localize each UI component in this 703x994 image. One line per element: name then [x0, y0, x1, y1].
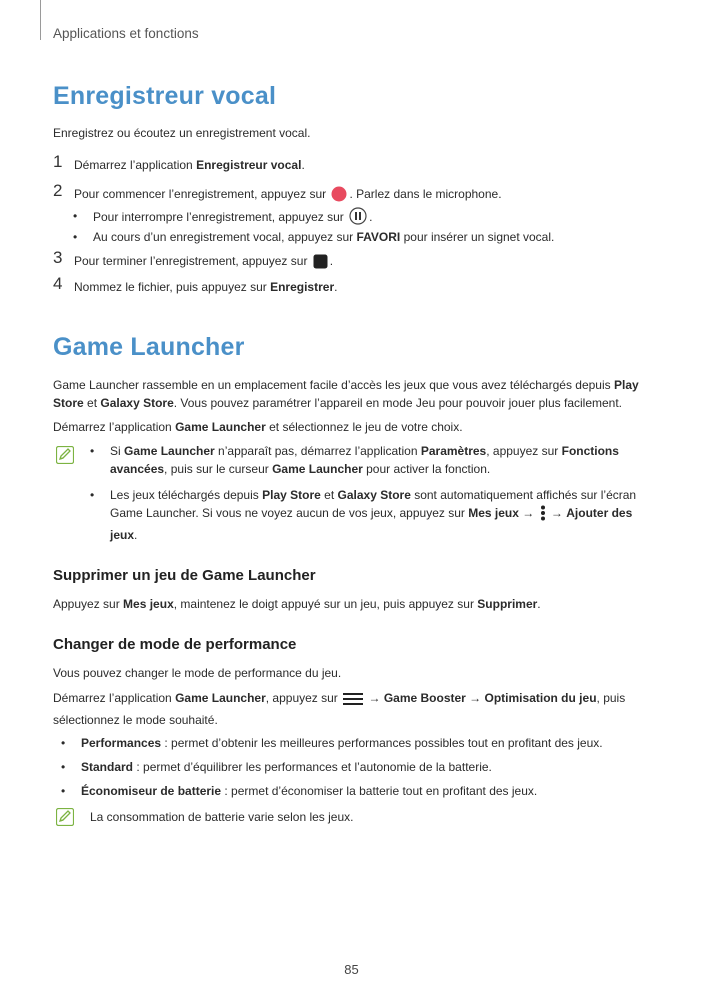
battery-note: La consommation de batterie varie selon les jeux. — [90, 810, 354, 824]
more-options-icon — [540, 505, 546, 526]
game-launcher-start: Démarrez l’application Game Launcher et sélectionnez le jeu de votre choix. — [53, 420, 463, 434]
stop-icon — [313, 254, 328, 274]
voice-recorder-title: Enregistreur vocal — [53, 82, 277, 110]
page-header: Applications et fonctions — [53, 26, 199, 41]
game-launcher-title: Game Launcher — [53, 333, 245, 361]
pause-icon — [349, 207, 367, 230]
note-icon — [56, 446, 74, 464]
performance-steps: Démarrez l’application Game Launcher, appuyez sur → Game Booster → Optimisation du jeu, puis sélectionnez le mode souhaité. — [53, 691, 626, 727]
voice-recorder-intro: Enregistrez ou écoutez un enregistrement vocal. — [53, 126, 311, 140]
remove-game-title: Supprimer un jeu de Game Launcher — [53, 567, 316, 584]
performance-intro: Vous pouvez changer le mode de performance du jeu. — [53, 666, 342, 680]
game-launcher-intro: Game Launcher rassemble en un emplacement facile d’accès les jeux que vous avez téléchargés depuis Play Store et Galaxy Store. Vous pouvez paramétrer l’appareil en mode Jeu pour pouvoir jouer plus facilement. — [53, 378, 639, 410]
menu-icon — [343, 692, 363, 711]
remove-game-text: Appuyez sur Mes jeux, maintenez le doigt appuyé sur un jeu, puis appuyez sur Supprimer. — [53, 597, 541, 611]
performance-mode-title: Changer de mode de performance — [53, 636, 297, 653]
page-number: 85 — [344, 962, 359, 977]
header-rule — [40, 0, 41, 40]
record-icon — [331, 186, 347, 207]
note-icon — [56, 808, 74, 826]
